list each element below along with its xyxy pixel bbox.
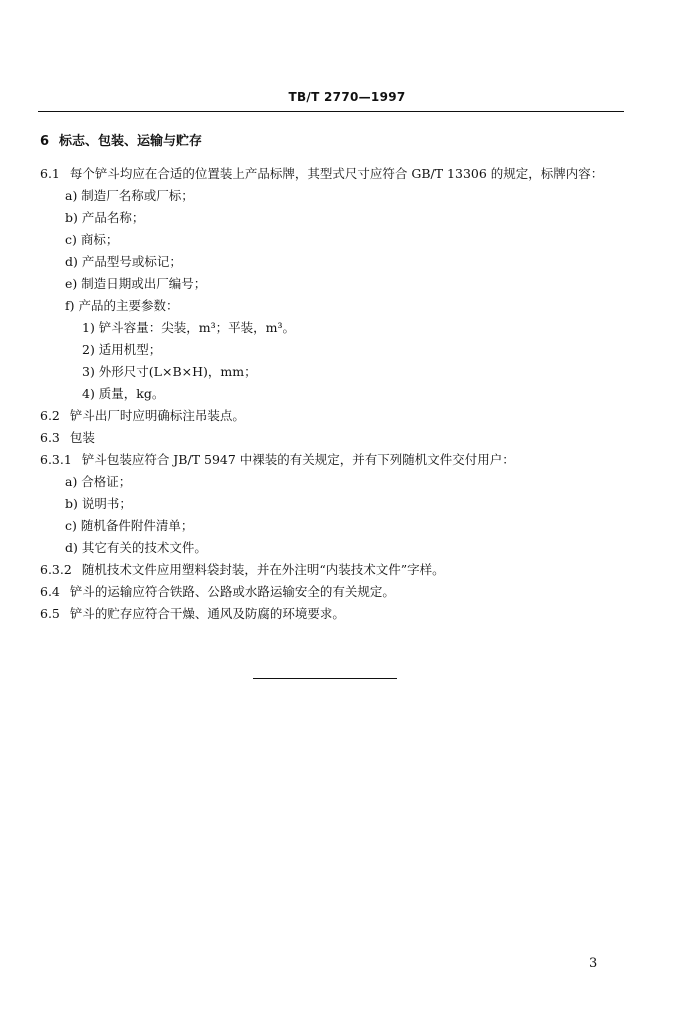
clause-text: 包装 (69, 430, 95, 445)
clause-number: 6.5 (40, 606, 60, 621)
list-item: b) 产品名称； (65, 210, 145, 225)
clause-number: 6.3.1 (40, 452, 72, 467)
clause-number: 6.3 (40, 430, 60, 445)
list-item: f) 产品的主要参数： (65, 298, 179, 313)
clause-6-4 (40, 581, 630, 603)
page-number: 3 (589, 956, 598, 971)
list-item: c) 商标； (65, 232, 119, 247)
list-item: b) 说明书； (65, 496, 132, 511)
clause-number: 6.1 (40, 166, 60, 181)
clause-text: 铲斗包装应符合 JB/T 5947 中裸装的有关规定，并有下列随机文件交付用户： (81, 452, 515, 467)
clause-6-3-1 (40, 449, 630, 471)
section-heading (40, 131, 630, 153)
clause-text: 随机技术文件应用塑料袋封装，并在外注明“内装技术文件”字样。 (81, 562, 445, 577)
clause-6-1 (40, 163, 630, 185)
document-body (40, 131, 630, 625)
list-item: d) 产品型号或标记； (65, 254, 182, 269)
header-divider (38, 111, 624, 112)
clause-6-2 (40, 405, 630, 427)
list-item: d) 其它有关的技术文件。 (65, 540, 207, 555)
sub-list-item: 3) 外形尺寸(L×B×H)，mm； (82, 364, 257, 379)
clause-text: 铲斗出厂时应明确标注吊装点。 (69, 408, 245, 423)
clause-6-5 (40, 603, 630, 625)
clause-text: 铲斗的运输应符合铁路、公路或水路运输安全的有关规定。 (69, 584, 395, 599)
sub-list-item: 4) 质量，kg。 (82, 386, 165, 401)
sub-list-item: 2) 适用机型； (82, 342, 162, 357)
clause-6-3-2 (40, 559, 630, 581)
clause-number: 6.2 (40, 408, 60, 423)
clause-text: 每个铲斗均应在合适的位置装上产品标牌，其型式尺寸应符合 GB/T 13306 的规定，标牌内容： (69, 166, 604, 181)
list-item: e) 制造日期或出厂编号； (65, 276, 207, 291)
clause-number: 6.4 (40, 584, 60, 599)
list-item: c) 随机备件附件清单； (65, 518, 194, 533)
section-title: 标志、包装、运输与贮存 (59, 134, 203, 149)
section-number: 6 (40, 134, 50, 149)
clause-6-3 (40, 427, 630, 449)
clause-text: 铲斗的贮存应符合干燥、通风及防腐的环境要求。 (69, 606, 345, 621)
list-item: a) 合格证； (65, 474, 132, 489)
sub-list-item: 1) 铲斗容量：尖装，m³；平装，m³。 (82, 320, 296, 335)
end-of-document-rule (253, 678, 397, 679)
clause-number: 6.3.2 (40, 562, 72, 577)
list-item: a) 制造厂名称或厂标； (65, 188, 194, 203)
document-standard-code: TB/T 2770—1997 (288, 90, 406, 104)
